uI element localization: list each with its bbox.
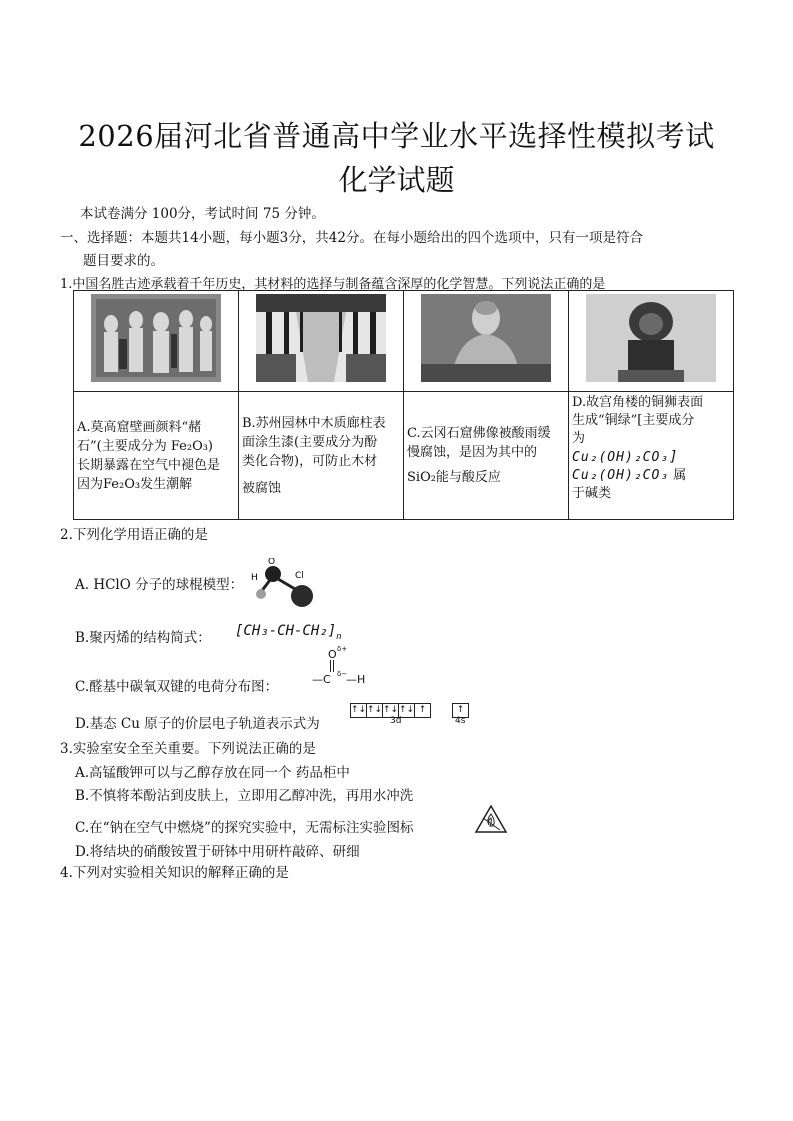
exam-intro: 本试卷满分 100分，考试时间 75 分钟。 <box>80 206 325 222</box>
orbital-box: ↑ <box>452 703 469 718</box>
copper-carbonate-formula-repeat: Cu₂(OH)₂CO₃ <box>572 468 670 483</box>
carbon-charge: δ− <box>337 670 348 678</box>
option-1d-line: 于碱类 <box>572 486 612 501</box>
question-2-stem: 2.下列化学用语正确的是 <box>60 527 208 543</box>
atom-label-cl: Cl <box>295 571 304 581</box>
question-1-table <box>73 290 734 520</box>
atom-label-o: O <box>268 558 276 567</box>
oxygen-charge: δ+ <box>337 645 348 653</box>
copper-carbonate-formula: Cu₂(OH)₂CO₃ <box>572 450 670 465</box>
option-1d-cell <box>569 392 734 520</box>
option-1b-line: 被腐蚀 <box>242 480 282 496</box>
option-1c-line: SiO₂能与酸反应 <box>407 470 501 485</box>
option-2a: A. HClO 分子的球棍模型： <box>75 577 244 593</box>
question-4-stem: 4.下列对实验相关知识的解释正确的是 <box>60 865 289 881</box>
exam-subtitle: 化学试题 <box>338 163 455 197</box>
orbital-box: ↑ <box>414 703 431 718</box>
option-3b: B.不慎将苯酚沾到皮肤上，立即用乙醇冲洗，再用水冲洗 <box>75 788 414 804</box>
orbital-box: ↑↓ <box>366 703 383 718</box>
picture-cell-d <box>569 291 734 392</box>
option-1a-line: 石”(主要成分为 Fe₂O₃) <box>77 438 214 454</box>
question-3-stem: 3.实验室安全至关重要。下列说法正确的是 <box>60 741 316 757</box>
option-2d: D.基态 Cu 原子的价层电子轨道表示式为 <box>75 716 320 732</box>
option-1c-line: C.云冈石窟佛像被酸雨缓 <box>407 426 551 441</box>
option-2b: B.聚丙烯的结构简式： <box>75 630 211 646</box>
mogao-mural-icon <box>91 294 221 382</box>
option-1a-cell <box>74 392 239 520</box>
flame-hazard-icon <box>474 804 508 834</box>
aldehyde-charge-diagram <box>312 645 388 693</box>
option-3d: D.将结块的硝酸铵置于研钵中用研杵敲碎、研细 <box>75 844 360 860</box>
garden-corridor-icon <box>256 294 386 382</box>
picture-cell-a <box>74 291 239 392</box>
section1-instructions: 一、选择题：本题共14小题，每小题3分，共42分。在每小题给出的四个选项中，只有一项是符合 <box>60 230 643 246</box>
atom-label-h: H <box>251 573 258 583</box>
question-1-stem: 1.中国名胜古迹承载着千年历史，其材料的选择与制备蕴含深厚的化学智慧。下列说法正确的是 <box>60 277 606 292</box>
orbital-box: ↑↓ <box>398 703 415 718</box>
option-1b-line: 类化合物)，可防止木材 <box>242 453 378 469</box>
polymer-subscript: n <box>336 631 342 642</box>
cu-orbital-diagram-3d <box>350 697 430 718</box>
option-1d-line: D.故宫角楼的铜狮表面 <box>572 395 704 410</box>
orbital-label-4s: 4s <box>455 716 466 726</box>
oxygen-label: O <box>328 648 337 661</box>
orbital-box: ↑↓ <box>350 703 367 718</box>
option-3c: C.在“钠在空气中燃烧”的探究实验中，无需标注实验图标 <box>75 820 414 836</box>
option-1c-line: 慢腐蚀，是因为其中的 <box>407 445 538 460</box>
polypropylene-formula: [CH₃-CH-CH₂] <box>235 623 337 639</box>
option-1a-line: A.莫高窟壁画颜料“赭 <box>77 419 202 435</box>
option-1a-line: 因为Fe₂O₃发生潮解 <box>77 476 193 492</box>
exam-title: 2026届河北省普通高中学业水平选择性模拟考试 <box>78 119 715 153</box>
option-2c: C.醛基中碳氧双键的电荷分布图： <box>75 679 279 695</box>
option-1d-line: 为 <box>572 431 586 446</box>
closing-bracket: ] <box>669 449 678 465</box>
orbital-box: ↑↓ <box>382 703 399 718</box>
option-1a-line: 长期暴露在空气中褪色是 <box>77 457 221 473</box>
bronze-lion-icon <box>586 294 716 382</box>
option-3a: A.高锰酸钾可以与乙醇存放在同一个 药品柜中 <box>75 765 350 781</box>
carbon-label: —C <box>312 673 331 686</box>
option-1d-line: 属 <box>673 468 687 483</box>
hclo-ball-stick-model <box>248 558 320 610</box>
picture-cell-c <box>404 291 569 392</box>
picture-cell-b <box>239 291 404 392</box>
option-1d-line: 生成“铜绿”[主要成分 <box>572 413 695 428</box>
option-1c-cell <box>404 392 569 520</box>
option-1b-line: 面涂生漆(主要成分为酚 <box>242 434 378 450</box>
hydrogen-label: —H <box>346 673 366 686</box>
section1-instructions-cont: 题目要求的。 <box>83 253 164 269</box>
buddha-statue-icon <box>421 294 551 382</box>
option-1b-line: B.苏州园林中木质廊柱表 <box>242 415 386 431</box>
orbital-label-3d: 3d <box>390 716 402 726</box>
cu-orbital-diagram-4s <box>452 697 468 718</box>
option-1b-cell <box>239 392 404 520</box>
